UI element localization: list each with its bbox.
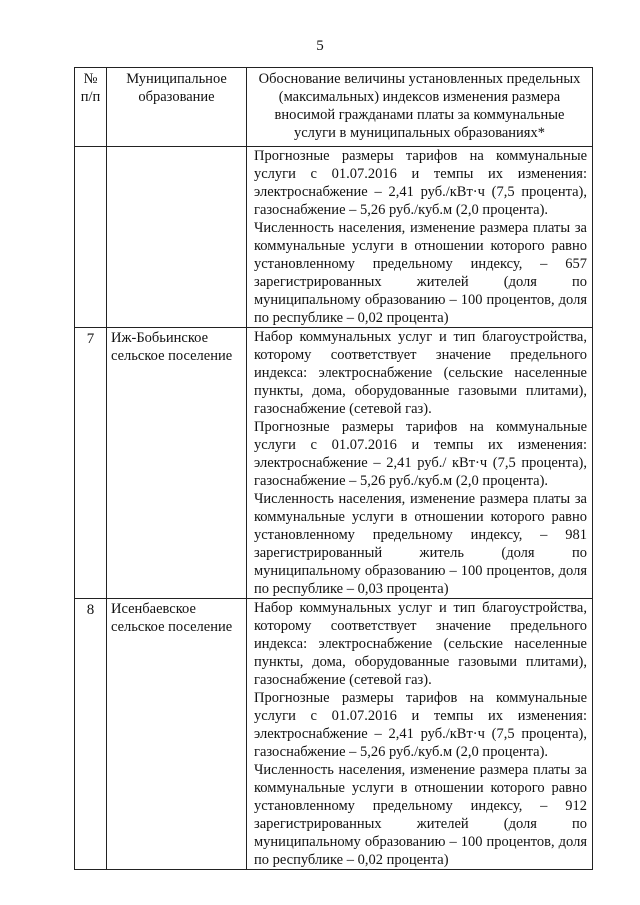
row-number (75, 147, 107, 328)
table-header-row (75, 68, 593, 147)
municipality-cell (107, 328, 247, 599)
table-row (75, 147, 593, 328)
row-number: 7 (75, 328, 107, 599)
municipality-name: Иж-Бобьинское (111, 330, 209, 346)
population-paragraph: Численность населения, изменение размера платы за коммунальные услуги в отношении которого равно установленному предельному индексу, – 912 зарегистрированных жителей (доля по муниципальному образованию – 100 процентов, доля по республике – 0,02 процента) (254, 762, 587, 868)
municipality-name: Исенбаевское (111, 601, 196, 617)
tariff-table (74, 67, 593, 870)
population-paragraph: Численность населения, изменение размера платы за коммунальные услуги в отношении которого равно установленному предельному индексу, – 657 зарегистрированных жителей (доля по муниципальному образованию – 100 процентов, доля по республике – 0,02 процента) (254, 220, 587, 326)
table-row (75, 328, 593, 599)
tariff-paragraph: Прогнозные размеры тарифов на коммунальные услуги с 01.07.2016 и темпы их изменения: электроснабжение – 2,41 руб./кВт·ч (7,5 процента), газоснабжение – 5,26 руб./куб.м (2,0 процента). (254, 690, 587, 760)
justification-cell (247, 147, 593, 328)
table-row (75, 599, 593, 870)
population-paragraph: Численность населения, изменение размера платы за коммунальные услуги в отношении которого равно установленному предельному индексу, – 981 зарегистрированный житель (доля по муниципальному образованию – 100 процентов, доля по республике – 0,03 процента) (254, 491, 587, 597)
services-paragraph: Набор коммунальных услуг и тип благоустройства, которому соответствует значение предельного индекса: электроснабжение (сельские населенные пункты, дома, оборудованные газовыми плитами), газоснабжение (сетевой газ). (254, 600, 587, 688)
municipality-type: сельское поселение (111, 619, 233, 635)
municipality-type: сельское поселение (111, 348, 233, 364)
tariff-paragraph: Прогнозные размеры тарифов на коммунальные услуги с 01.07.2016 и темпы их изменения: электроснабжение – 2,41 руб./кВт·ч (7,5 процента), газоснабжение – 5,26 руб./куб.м (2,0 процента). (254, 148, 587, 218)
municipality-cell (107, 599, 247, 870)
justification-cell (247, 599, 593, 870)
header-municipality: Муниципальное образование (107, 68, 247, 147)
tariff-paragraph: Прогнозные размеры тарифов на коммунальные услуги с 01.07.2016 и темпы их изменения: электроснабжение – 2,41 руб./ кВт·ч (7,5 процента), газоснабжение – 5,26 руб./куб.м (2,0 процента). (254, 419, 587, 489)
services-paragraph: Набор коммунальных услуг и тип благоустройства, которому соответствует значение предельного индекса: электроснабжение (сельские населенные пункты, дома, оборудованные газовыми плитами), газоснабжение (сетевой газ). (254, 329, 587, 417)
header-justification: Обоснование величины установленных предельных (максимальных) индексов изменения размера вносимой гражданами платы за коммунальные услуги в муниципальных образованиях* (247, 68, 593, 147)
row-number: 8 (75, 599, 107, 870)
page-number: 5 (316, 38, 324, 54)
municipality-cell (107, 147, 247, 328)
header-num: № п/п (75, 68, 107, 147)
justification-cell (247, 328, 593, 599)
